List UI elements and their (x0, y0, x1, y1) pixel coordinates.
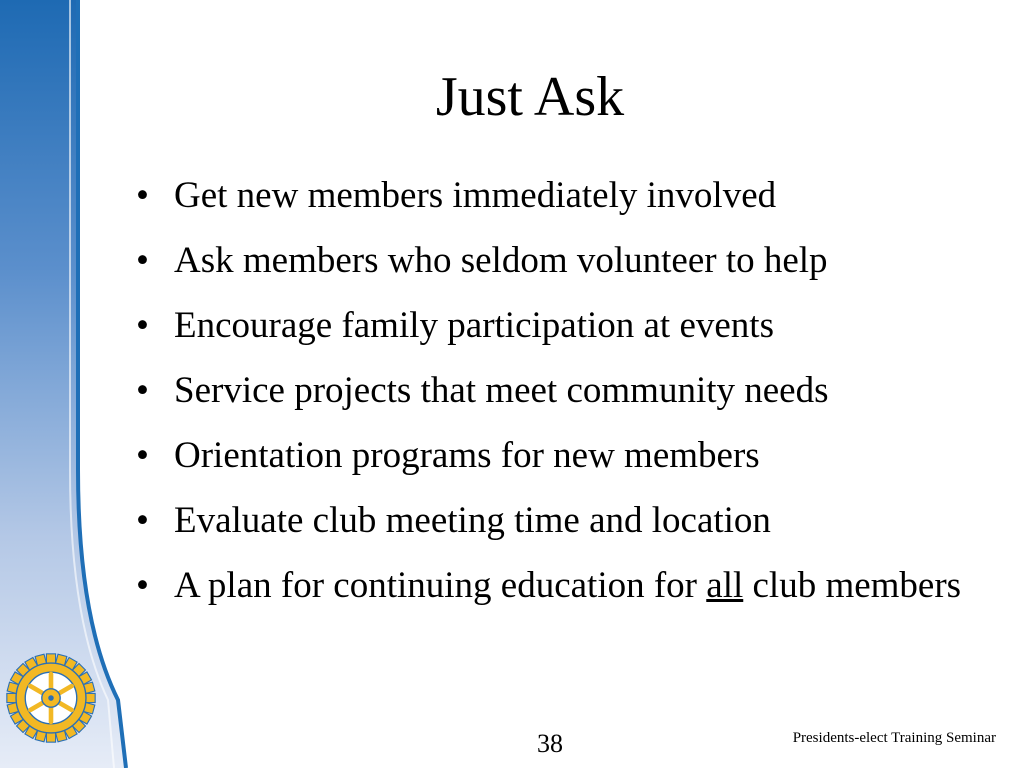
bullet-text: Ask members who seldom volunteer to help (174, 240, 828, 281)
bullet-text (174, 565, 961, 606)
bullet-text: Service projects that meet community needs (174, 370, 829, 411)
bullet-text-end: club members (743, 565, 962, 606)
bullet-symbol: • (136, 305, 149, 346)
bullet-item (130, 239, 1000, 283)
bullet-item (130, 174, 1000, 218)
slide-title: Just Ask (435, 66, 625, 128)
bullet-symbol: • (136, 370, 149, 411)
bullet-item (130, 304, 1000, 348)
bullet-symbol: • (136, 565, 149, 606)
bullet-symbol: • (136, 500, 149, 541)
bullet-symbol: • (136, 435, 149, 476)
bullet-text: Get new members immediately involved (174, 175, 777, 216)
bullet-text: Evaluate club meeting time and location (174, 500, 771, 541)
bullet-symbol: • (136, 240, 149, 281)
bullet-item (130, 369, 1000, 413)
bullet-text: Orientation programs for new members (174, 435, 760, 476)
bullet-list (130, 174, 1000, 608)
bullet-emphasis: all (706, 565, 744, 606)
bullet-item (130, 434, 1000, 478)
bullet-text-start: A plan for continuing education for (174, 565, 707, 606)
bullet-symbol: • (136, 175, 149, 216)
rotary-wheel-logo (5, 652, 97, 744)
bullet-item (130, 564, 1000, 608)
bullet-text: Encourage family participation at events (174, 305, 774, 346)
bullet-item (130, 499, 1000, 543)
page-number: 38 (537, 729, 563, 758)
footer-text: Presidents-elect Training Seminar (792, 730, 996, 746)
